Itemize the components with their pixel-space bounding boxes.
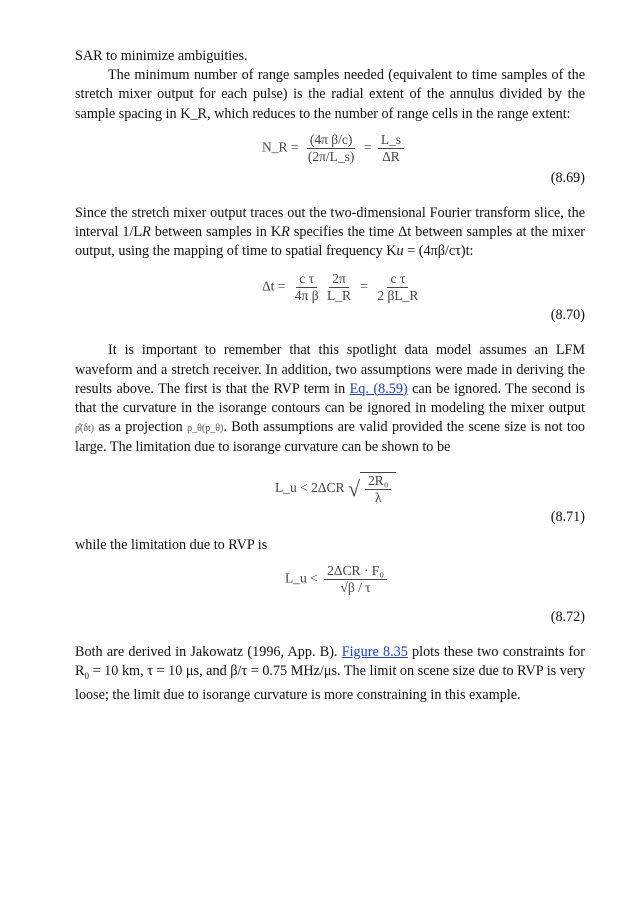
page-body xyxy=(75,47,585,705)
paragraph-1: SAR to minimize ambiguities. xyxy=(75,48,248,64)
paragraph-4: It is important to remember that this spotlight data model assumes an LFM waveform and a stretch receiver. In addition, two assumptions were made in deriving the results above. The first is that the RVP term in Eq. (8.59) can be ignored. The second is that the curvature in the isorange contours can be ignored in modeling the mixer output ρ̂(δt) as a projection ρ_θ(p_θ). Both assumptions are valid provided the scene size is not too large. The limitation due to isorange curvature can be shown to be xyxy=(75,342,586,456)
equation-8-69: N_R = $\frac{\text{(4π β/c)}}{(2\pi/L\_s)}$ = $\frac{L\_s}{\Delta R}$ (8.69) xyxy=(75,124,585,188)
eq1-lhs: N_R = xyxy=(262,139,299,155)
eq1-f2-den: ΔR xyxy=(382,148,400,164)
eq-8-59-link[interactable]: Eq. (8.59) xyxy=(349,380,408,397)
equation-number-8-69: (8.69) xyxy=(550,169,585,186)
equation-number-8-70: (8.70) xyxy=(550,307,585,324)
figure-8-35-link[interactable]: Figure 8.35 xyxy=(341,643,408,660)
eq1-f1-num: (4π β/c) xyxy=(307,132,356,149)
paragraph-5: while the limitation due to RVP is xyxy=(75,536,268,553)
paragraph-2: The minimum number of range samples needed (equivalent to time samples of the stretch mixer output for each pulse) is the radial extent of the annulus divided by the sample spacing in K_R, which reduces to the number of range cells in the range extent: xyxy=(75,67,585,122)
paragraph-6: Both are derived in Jakowatz (1996, App. B). Figure 8.35 plots these two constraints for $R_0 = 10$ km, τ = 10 μs, and β/τ = 0.75 MHz/μs. The limit on scene size due to RVP is very loose; the limit due to isorange curvature is more constraining in this example. xyxy=(75,643,585,704)
eq1-f1-den: (2π/L_s) xyxy=(307,148,355,164)
equation-8-70: Δt = $\frac{\text{c τ}}{\text{4π β}}$ $\frac{2\pi}{L\_R}$ = $\frac{\text{c τ}}{2 \beta L\_R}$ (8.70) xyxy=(75,261,585,325)
eq1-f2-num: L_s xyxy=(378,132,404,149)
paragraph-3: Since the stretch mixer output traces out the two-dimensional Fourier transform slice, the interval 1/LR between samples in KR specifies the time Δt between samples at the mixer output, using the mapping of time to spatial frequency Ku = (4πβ/cτ)t: xyxy=(75,204,585,260)
equation-8-72: L_u < $\frac{\text{2ΔCR · F₀}}{√\beta / \tau}$ (8.72) xyxy=(75,555,585,627)
eq2-lhs: Δt = xyxy=(262,279,286,295)
equation-number-8-71: (8.71) xyxy=(550,509,585,526)
eq3-lhs: L_u < 2ΔCR xyxy=(275,479,345,495)
equation-8-71: L_u < 2ΔCR √ $\frac{\text{2R₀}}{\lambda}$ (8.71) xyxy=(75,458,585,528)
rho-hat-symbol: ρ̂(δt) xyxy=(75,423,95,435)
eq4-lhs: L_u < xyxy=(285,570,318,586)
rho-theta-symbol: ρ_θ(p_θ) xyxy=(187,423,224,435)
equation-number-8-72: (8.72) xyxy=(550,608,585,625)
